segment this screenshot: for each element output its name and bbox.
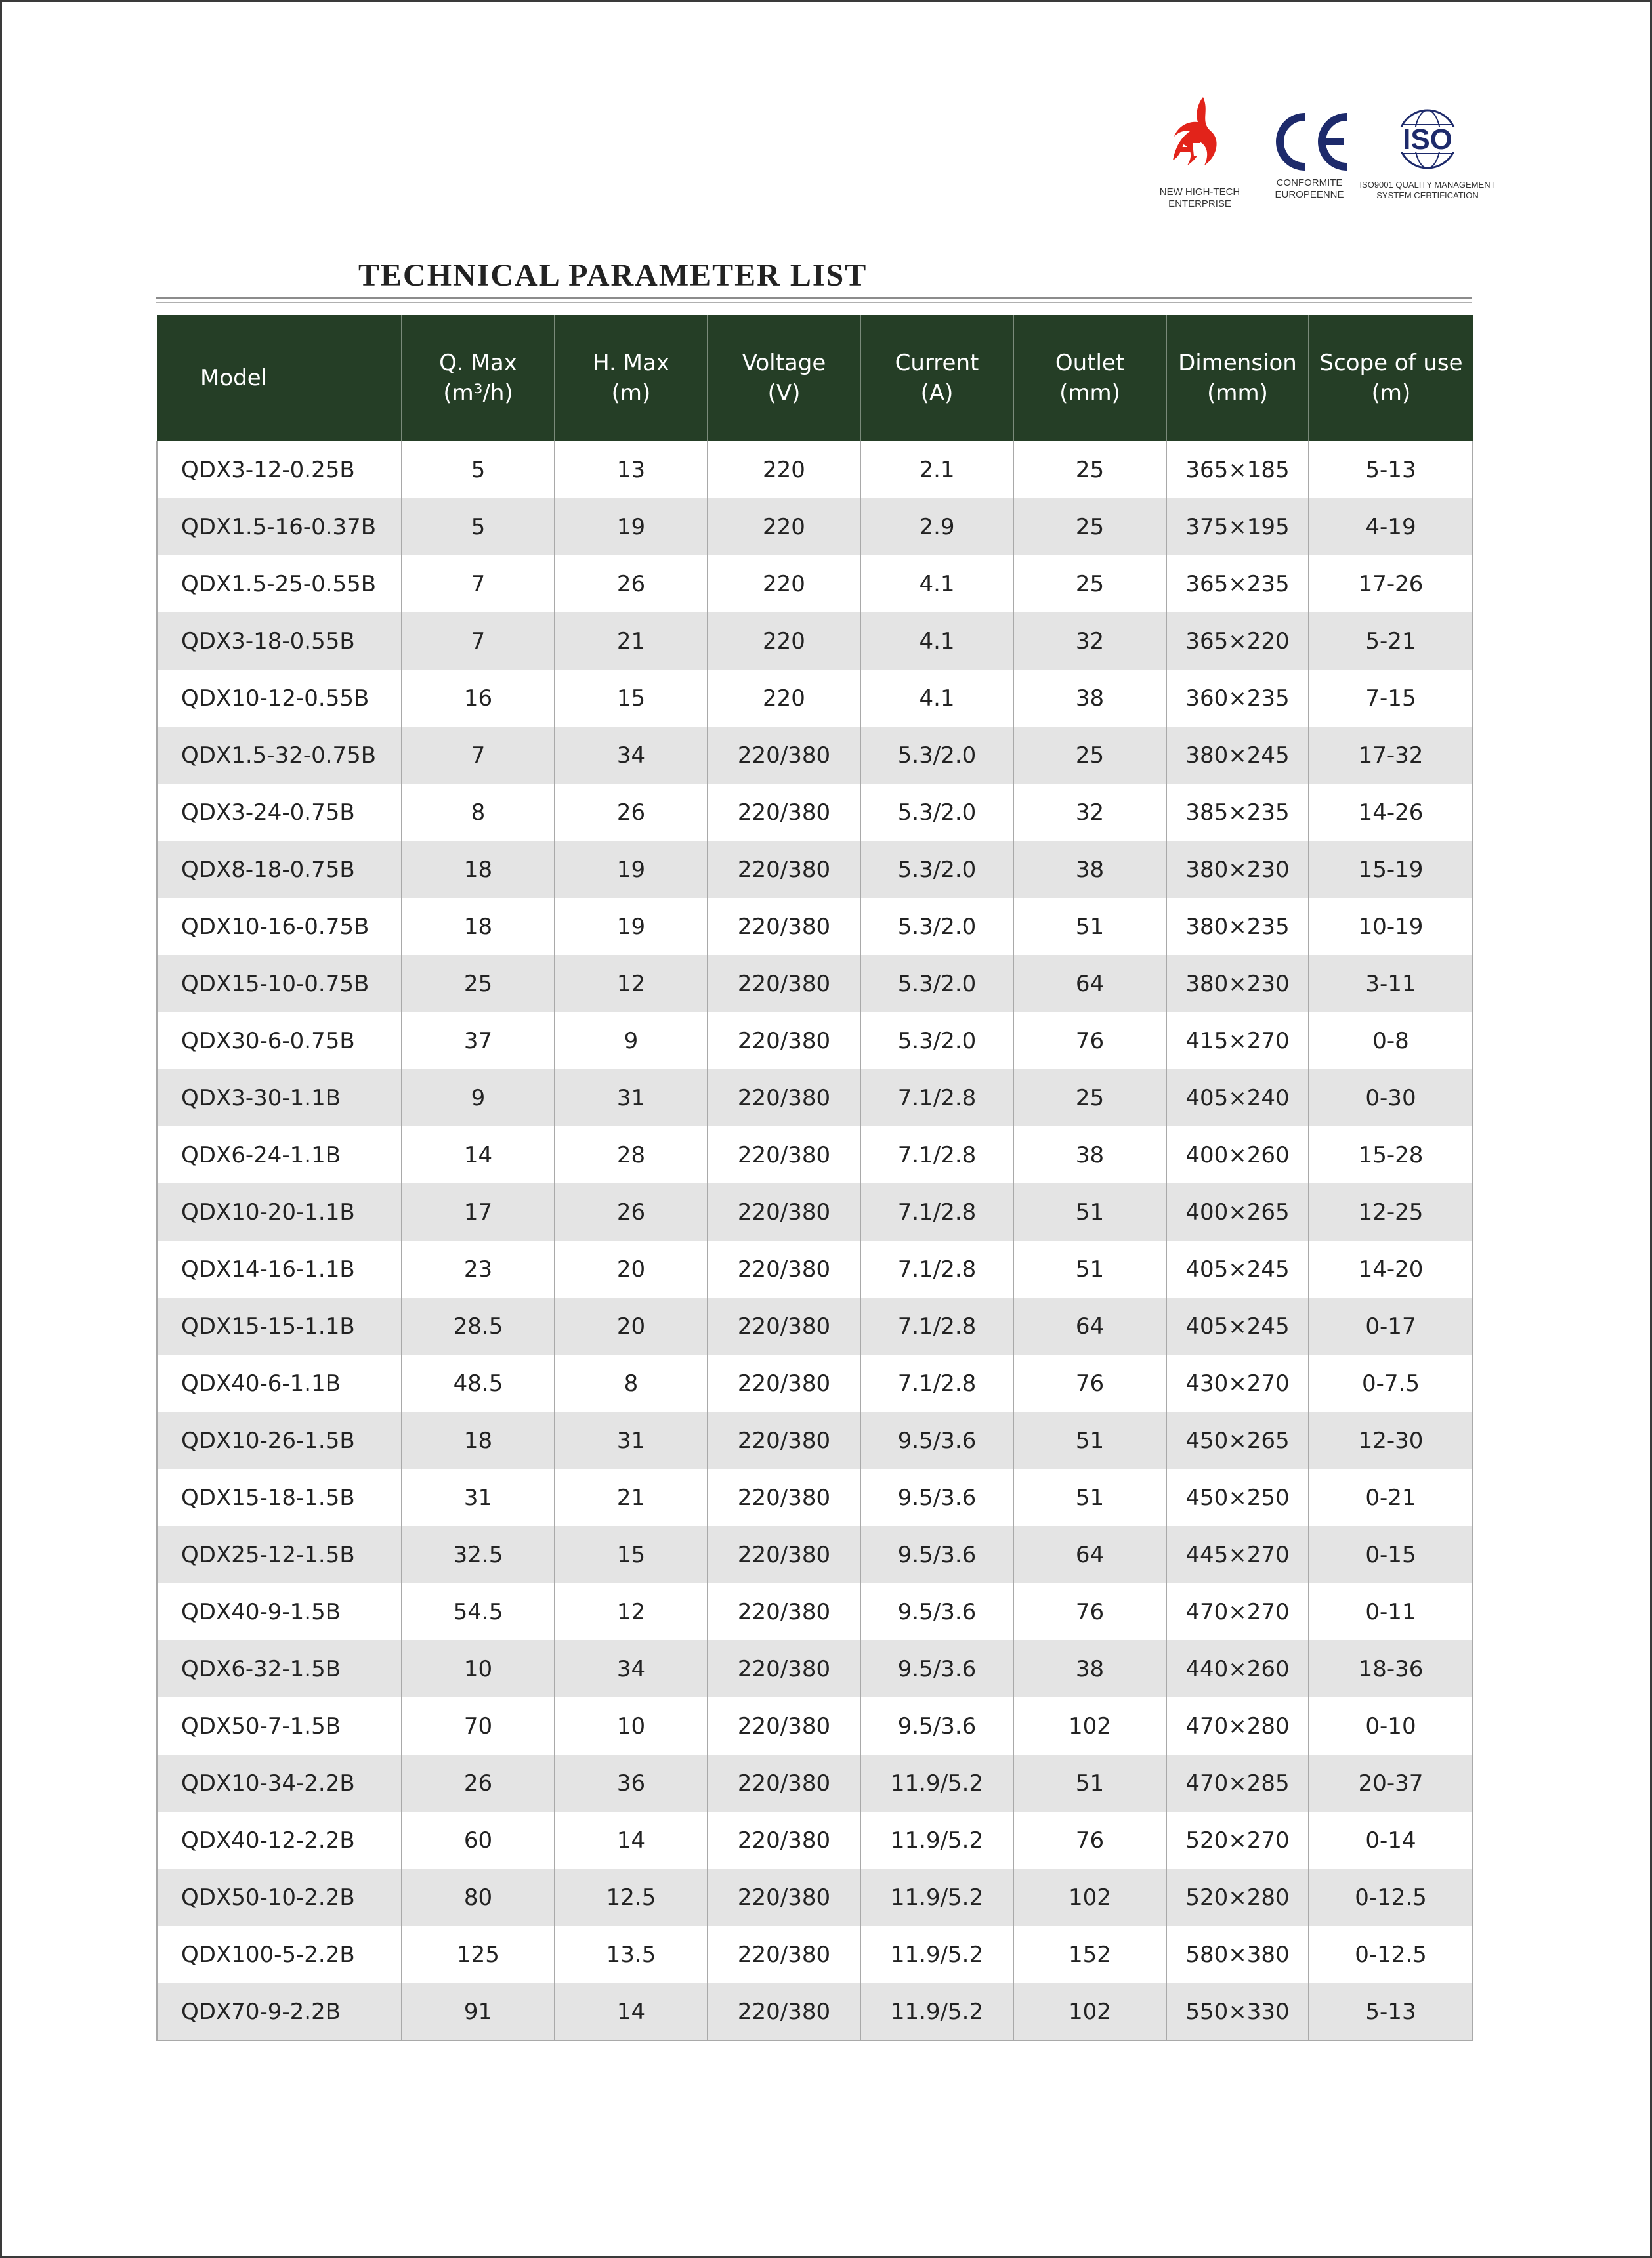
cell-dimension: 400×260	[1166, 1126, 1309, 1183]
cell-model: QDX14-16-1.1B	[157, 1241, 402, 1298]
page-title: TECHNICAL PARAMETER LIST	[358, 258, 868, 293]
technical-parameter-table	[156, 315, 1473, 2041]
cell-q-max: 18	[402, 1412, 555, 1469]
cell-scope-of-use: 15-19	[1309, 841, 1473, 898]
cell-dimension: 405×245	[1166, 1241, 1309, 1298]
cell-h-max: 9	[555, 1012, 708, 1069]
column-header-unit: (mm)	[1207, 380, 1268, 406]
cell-q-max: 5	[402, 441, 555, 498]
cell-scope-of-use: 10-19	[1309, 898, 1473, 955]
cell-current: 5.3/2.0	[860, 898, 1013, 955]
cell-h-max: 34	[555, 727, 708, 784]
cell-current: 7.1/2.8	[860, 1298, 1013, 1355]
cell-current: 5.3/2.0	[860, 955, 1013, 1012]
cell-scope-of-use: 0-30	[1309, 1069, 1473, 1126]
cell-current: 2.1	[860, 441, 1013, 498]
cell-q-max: 54.5	[402, 1583, 555, 1640]
cell-scope-of-use: 0-11	[1309, 1583, 1473, 1640]
cell-outlet: 64	[1013, 1298, 1166, 1355]
cell-h-max: 8	[555, 1355, 708, 1412]
cell-scope-of-use: 17-26	[1309, 555, 1473, 612]
cell-h-max: 19	[555, 498, 708, 555]
cell-outlet: 51	[1013, 1755, 1166, 1812]
cell-h-max: 34	[555, 1640, 708, 1697]
cell-scope-of-use: 0-15	[1309, 1526, 1473, 1583]
cell-scope-of-use: 12-30	[1309, 1412, 1473, 1469]
cell-scope-of-use: 0-12.5	[1309, 1869, 1473, 1926]
cell-dimension: 375×195	[1166, 498, 1309, 555]
cell-h-max: 12	[555, 1583, 708, 1640]
cell-h-max: 21	[555, 612, 708, 670]
high-tech-enterprise-logo	[1139, 92, 1260, 210]
cell-model: QDX3-30-1.1B	[157, 1069, 402, 1126]
cell-model: QDX40-12-2.2B	[157, 1812, 402, 1869]
cell-current: 9.5/3.6	[860, 1412, 1013, 1469]
column-header-voltage	[708, 315, 860, 441]
cell-outlet: 102	[1013, 1697, 1166, 1755]
cell-q-max: 26	[402, 1755, 555, 1812]
cell-dimension: 405×240	[1166, 1069, 1309, 1126]
column-header-unit: (A)	[920, 380, 954, 406]
cell-model: QDX10-12-0.55B	[157, 670, 402, 727]
cell-current: 9.5/3.6	[860, 1526, 1013, 1583]
cell-model: QDX10-16-0.75B	[157, 898, 402, 955]
cell-dimension: 385×235	[1166, 784, 1309, 841]
cell-q-max: 9	[402, 1069, 555, 1126]
column-header-label: Q. Max	[439, 350, 517, 376]
cell-scope-of-use: 0-21	[1309, 1469, 1473, 1526]
iso-caption-line-2: SYSTEM CERTIFICATION	[1376, 190, 1479, 200]
cell-q-max: 125	[402, 1926, 555, 1983]
cell-voltage: 220/380	[708, 1241, 860, 1298]
cell-outlet: 25	[1013, 441, 1166, 498]
cell-current: 9.5/3.6	[860, 1640, 1013, 1697]
cell-h-max: 20	[555, 1298, 708, 1355]
cell-current: 4.1	[860, 555, 1013, 612]
column-header-label: Outlet	[1055, 350, 1125, 376]
table-row	[157, 1183, 1473, 1241]
cell-scope-of-use: 18-36	[1309, 1640, 1473, 1697]
cell-h-max: 15	[555, 670, 708, 727]
cell-q-max: 10	[402, 1640, 555, 1697]
cell-outlet: 25	[1013, 1069, 1166, 1126]
table-row	[157, 670, 1473, 727]
title-rule-bottom	[156, 302, 1472, 303]
ce-caption-line-1: CONFORMITE	[1276, 177, 1343, 188]
cell-dimension: 450×250	[1166, 1469, 1309, 1526]
cell-current: 5.3/2.0	[860, 841, 1013, 898]
table-row	[157, 1412, 1473, 1469]
iso-certification-logo	[1359, 105, 1496, 201]
column-header-h-max	[555, 315, 708, 441]
cell-dimension: 440×260	[1166, 1640, 1309, 1697]
cell-dimension: 365×235	[1166, 555, 1309, 612]
cell-q-max: 32.5	[402, 1526, 555, 1583]
table-row	[157, 841, 1473, 898]
cell-q-max: 18	[402, 841, 555, 898]
cell-outlet: 152	[1013, 1926, 1166, 1983]
cell-model: QDX30-6-0.75B	[157, 1012, 402, 1069]
column-header-unit: (mm)	[1059, 380, 1120, 406]
cell-scope-of-use: 17-32	[1309, 727, 1473, 784]
cell-dimension: 450×265	[1166, 1412, 1309, 1469]
cell-outlet: 76	[1013, 1812, 1166, 1869]
cell-h-max: 13.5	[555, 1926, 708, 1983]
column-header-label: Current	[895, 350, 979, 376]
cell-voltage: 220/380	[708, 1183, 860, 1241]
cell-voltage: 220	[708, 441, 860, 498]
table-row	[157, 1755, 1473, 1812]
cell-current: 9.5/3.6	[860, 1583, 1013, 1640]
cell-outlet: 25	[1013, 555, 1166, 612]
cell-outlet: 38	[1013, 1640, 1166, 1697]
cell-voltage: 220	[708, 612, 860, 670]
cell-outlet: 38	[1013, 1126, 1166, 1183]
table-row	[157, 1697, 1473, 1755]
cell-h-max: 15	[555, 1526, 708, 1583]
cell-h-max: 10	[555, 1697, 708, 1755]
cell-outlet: 102	[1013, 1869, 1166, 1926]
cell-voltage: 220/380	[708, 1697, 860, 1755]
cell-voltage: 220/380	[708, 898, 860, 955]
cell-q-max: 31	[402, 1469, 555, 1526]
cell-dimension: 445×270	[1166, 1526, 1309, 1583]
cell-q-max: 48.5	[402, 1355, 555, 1412]
cell-current: 5.3/2.0	[860, 727, 1013, 784]
cell-q-max: 60	[402, 1812, 555, 1869]
cell-current: 5.3/2.0	[860, 784, 1013, 841]
title-rule-top	[156, 297, 1472, 299]
table-row	[157, 441, 1473, 498]
cell-outlet: 64	[1013, 1526, 1166, 1583]
cell-h-max: 19	[555, 841, 708, 898]
hitech-caption-line-1: NEW HIGH-TECH	[1159, 186, 1240, 198]
cell-voltage: 220/380	[708, 1926, 860, 1983]
cell-h-max: 13	[555, 441, 708, 498]
table-row	[157, 1983, 1473, 2041]
cell-voltage: 220/380	[708, 1469, 860, 1526]
cell-voltage: 220/380	[708, 1812, 860, 1869]
cell-current: 7.1/2.8	[860, 1241, 1013, 1298]
cell-dimension: 365×185	[1166, 441, 1309, 498]
table-row	[157, 612, 1473, 670]
column-header-unit: (m³/h)	[443, 380, 513, 406]
cell-current: 2.9	[860, 498, 1013, 555]
cell-dimension: 365×220	[1166, 612, 1309, 670]
cell-voltage: 220/380	[708, 1526, 860, 1583]
table-body	[157, 441, 1473, 2041]
cell-dimension: 520×270	[1166, 1812, 1309, 1869]
cell-q-max: 23	[402, 1241, 555, 1298]
cell-model: QDX10-26-1.5B	[157, 1412, 402, 1469]
table-row	[157, 1583, 1473, 1640]
cell-voltage: 220/380	[708, 727, 860, 784]
cell-h-max: 26	[555, 1183, 708, 1241]
cell-voltage: 220/380	[708, 1126, 860, 1183]
cell-h-max: 28	[555, 1126, 708, 1183]
cell-scope-of-use: 3-11	[1309, 955, 1473, 1012]
cell-model: QDX50-7-1.5B	[157, 1697, 402, 1755]
cell-outlet: 32	[1013, 784, 1166, 841]
column-header-label: Model	[200, 365, 268, 391]
iso-globe-icon	[1382, 105, 1473, 177]
cell-current: 4.1	[860, 612, 1013, 670]
table-row	[157, 498, 1473, 555]
cell-scope-of-use: 0-8	[1309, 1012, 1473, 1069]
cell-outlet: 76	[1013, 1012, 1166, 1069]
cell-current: 11.9/5.2	[860, 1869, 1013, 1926]
cell-outlet: 38	[1013, 670, 1166, 727]
table-row	[157, 1355, 1473, 1412]
cell-h-max: 20	[555, 1241, 708, 1298]
table-row	[157, 727, 1473, 784]
ce-mark-logo	[1257, 105, 1362, 201]
cell-current: 7.1/2.8	[860, 1183, 1013, 1241]
cell-dimension: 380×230	[1166, 955, 1309, 1012]
cell-current: 11.9/5.2	[860, 1755, 1013, 1812]
cell-q-max: 25	[402, 955, 555, 1012]
cell-scope-of-use: 0-7.5	[1309, 1355, 1473, 1412]
cell-voltage: 220/380	[708, 1412, 860, 1469]
cell-outlet: 102	[1013, 1983, 1166, 2041]
cell-voltage: 220	[708, 555, 860, 612]
cell-outlet: 51	[1013, 1469, 1166, 1526]
cell-q-max: 8	[402, 784, 555, 841]
ce-mark-icon	[1260, 105, 1359, 177]
cell-model: QDX8-18-0.75B	[157, 841, 402, 898]
column-header-scope-of-use	[1309, 315, 1473, 441]
cell-current: 4.1	[860, 670, 1013, 727]
cell-dimension: 380×245	[1166, 727, 1309, 784]
cell-model: QDX6-32-1.5B	[157, 1640, 402, 1697]
cell-dimension: 360×235	[1166, 670, 1309, 727]
cell-h-max: 21	[555, 1469, 708, 1526]
cell-q-max: 70	[402, 1697, 555, 1755]
cell-outlet: 32	[1013, 612, 1166, 670]
cell-dimension: 430×270	[1166, 1355, 1309, 1412]
cell-voltage: 220/380	[708, 1355, 860, 1412]
cell-model: QDX6-24-1.1B	[157, 1126, 402, 1183]
table-row	[157, 1926, 1473, 1983]
cell-model: QDX10-20-1.1B	[157, 1183, 402, 1241]
cell-scope-of-use: 0-12.5	[1309, 1926, 1473, 1983]
cell-voltage: 220/380	[708, 1583, 860, 1640]
cell-voltage: 220/380	[708, 1012, 860, 1069]
cell-q-max: 91	[402, 1983, 555, 2041]
table-header	[157, 315, 1473, 441]
cell-outlet: 76	[1013, 1355, 1166, 1412]
cell-outlet: 51	[1013, 1412, 1166, 1469]
hitech-caption-line-2: ENTERPRISE	[1168, 198, 1231, 209]
cell-voltage: 220/380	[708, 955, 860, 1012]
cell-model: QDX100-5-2.2B	[157, 1926, 402, 1983]
column-header-outlet	[1013, 315, 1166, 441]
column-header-q-max	[402, 315, 555, 441]
column-header-label: Dimension	[1178, 350, 1297, 376]
cell-q-max: 80	[402, 1869, 555, 1926]
column-header-dimension	[1166, 315, 1309, 441]
cell-q-max: 37	[402, 1012, 555, 1069]
cell-model: QDX3-12-0.25B	[157, 441, 402, 498]
cell-dimension: 415×270	[1166, 1012, 1309, 1069]
cell-model: QDX15-15-1.1B	[157, 1298, 402, 1355]
table-row	[157, 1012, 1473, 1069]
column-header-unit: (m)	[1371, 380, 1411, 406]
cell-model: QDX15-18-1.5B	[157, 1469, 402, 1526]
cell-dimension: 470×285	[1166, 1755, 1309, 1812]
cell-current: 11.9/5.2	[860, 1812, 1013, 1869]
cell-q-max: 7	[402, 555, 555, 612]
cell-dimension: 400×265	[1166, 1183, 1309, 1241]
table-row	[157, 955, 1473, 1012]
cell-outlet: 51	[1013, 1183, 1166, 1241]
cell-q-max: 16	[402, 670, 555, 727]
cell-dimension: 405×245	[1166, 1298, 1309, 1355]
cell-outlet: 38	[1013, 841, 1166, 898]
cell-model: QDX40-6-1.1B	[157, 1355, 402, 1412]
column-header-label: H. Max	[593, 350, 669, 376]
cell-model: QDX50-10-2.2B	[157, 1869, 402, 1926]
cell-dimension: 550×330	[1166, 1983, 1309, 2041]
cell-current: 7.1/2.8	[860, 1069, 1013, 1126]
cell-scope-of-use: 5-13	[1309, 441, 1473, 498]
cell-scope-of-use: 20-37	[1309, 1755, 1473, 1812]
cell-voltage: 220/380	[708, 1298, 860, 1355]
ce-caption-line-2: EUROPEENNE	[1275, 189, 1344, 200]
cell-q-max: 18	[402, 898, 555, 955]
table-row	[157, 1241, 1473, 1298]
column-header-current	[860, 315, 1013, 441]
cell-model: QDX1.5-16-0.37B	[157, 498, 402, 555]
table-row	[157, 898, 1473, 955]
cell-outlet: 64	[1013, 955, 1166, 1012]
cell-dimension: 380×230	[1166, 841, 1309, 898]
cell-scope-of-use: 4-19	[1309, 498, 1473, 555]
cell-voltage: 220	[708, 498, 860, 555]
cell-q-max: 7	[402, 727, 555, 784]
cell-scope-of-use: 14-20	[1309, 1241, 1473, 1298]
cell-voltage: 220/380	[708, 1869, 860, 1926]
cell-scope-of-use: 14-26	[1309, 784, 1473, 841]
table-row	[157, 784, 1473, 841]
column-header-label: Scope of use	[1319, 350, 1463, 376]
flame-torch-icon	[1164, 92, 1236, 184]
cell-scope-of-use: 5-13	[1309, 1983, 1473, 2041]
cell-current: 9.5/3.6	[860, 1697, 1013, 1755]
cell-h-max: 36	[555, 1755, 708, 1812]
cell-q-max: 5	[402, 498, 555, 555]
cell-q-max: 7	[402, 612, 555, 670]
cell-dimension: 470×280	[1166, 1697, 1309, 1755]
cell-outlet: 51	[1013, 898, 1166, 955]
cell-outlet: 25	[1013, 498, 1166, 555]
cell-h-max: 26	[555, 784, 708, 841]
cell-q-max: 17	[402, 1183, 555, 1241]
table-row	[157, 1640, 1473, 1697]
table-row	[157, 1069, 1473, 1126]
header-row	[157, 315, 1473, 441]
cell-scope-of-use: 0-17	[1309, 1298, 1473, 1355]
cell-model: QDX25-12-1.5B	[157, 1526, 402, 1583]
cell-voltage: 220/380	[708, 1640, 860, 1697]
cell-scope-of-use: 12-25	[1309, 1183, 1473, 1241]
column-header-unit: (V)	[767, 380, 801, 406]
cell-model: QDX70-9-2.2B	[157, 1983, 402, 2041]
cell-h-max: 26	[555, 555, 708, 612]
table-row	[157, 1812, 1473, 1869]
table-row	[157, 1469, 1473, 1526]
cell-scope-of-use: 7-15	[1309, 670, 1473, 727]
cell-h-max: 31	[555, 1069, 708, 1126]
cell-h-max: 14	[555, 1812, 708, 1869]
cell-h-max: 31	[555, 1412, 708, 1469]
cell-h-max: 14	[555, 1983, 708, 2041]
iso-mark-text: ISO	[1403, 123, 1452, 156]
table-row	[157, 1298, 1473, 1355]
cell-model: QDX10-34-2.2B	[157, 1755, 402, 1812]
cell-current: 11.9/5.2	[860, 1983, 1013, 2041]
table-row	[157, 1526, 1473, 1583]
cell-current: 9.5/3.6	[860, 1469, 1013, 1526]
cell-voltage: 220	[708, 670, 860, 727]
table-row	[157, 1126, 1473, 1183]
cell-q-max: 28.5	[402, 1298, 555, 1355]
column-header-unit: (m)	[611, 380, 651, 406]
cell-model: QDX15-10-0.75B	[157, 955, 402, 1012]
cell-scope-of-use: 0-10	[1309, 1697, 1473, 1755]
table-row	[157, 555, 1473, 612]
column-header-model	[157, 315, 402, 441]
cell-model: QDX40-9-1.5B	[157, 1583, 402, 1640]
cell-current: 7.1/2.8	[860, 1126, 1013, 1183]
cell-voltage: 220/380	[708, 1069, 860, 1126]
table-row	[157, 1869, 1473, 1926]
cell-scope-of-use: 0-14	[1309, 1812, 1473, 1869]
cell-voltage: 220/380	[708, 1755, 860, 1812]
cell-q-max: 14	[402, 1126, 555, 1183]
column-header-label: Voltage	[742, 350, 826, 376]
cell-h-max: 19	[555, 898, 708, 955]
cell-h-max: 12.5	[555, 1869, 708, 1926]
cell-model: QDX3-18-0.55B	[157, 612, 402, 670]
cell-model: QDX1.5-25-0.55B	[157, 555, 402, 612]
cell-model: QDX1.5-32-0.75B	[157, 727, 402, 784]
cell-dimension: 520×280	[1166, 1869, 1309, 1926]
cell-voltage: 220/380	[708, 841, 860, 898]
cell-current: 5.3/2.0	[860, 1012, 1013, 1069]
cell-current: 7.1/2.8	[860, 1355, 1013, 1412]
cell-voltage: 220/380	[708, 1983, 860, 2041]
cell-dimension: 380×235	[1166, 898, 1309, 955]
cell-current: 11.9/5.2	[860, 1926, 1013, 1983]
cell-voltage: 220/380	[708, 784, 860, 841]
cell-model: QDX3-24-0.75B	[157, 784, 402, 841]
cell-scope-of-use: 5-21	[1309, 612, 1473, 670]
cell-dimension: 580×380	[1166, 1926, 1309, 1983]
cell-dimension: 470×270	[1166, 1583, 1309, 1640]
cell-h-max: 12	[555, 955, 708, 1012]
cell-outlet: 51	[1013, 1241, 1166, 1298]
cell-outlet: 25	[1013, 727, 1166, 784]
cell-outlet: 76	[1013, 1583, 1166, 1640]
cell-scope-of-use: 15-28	[1309, 1126, 1473, 1183]
iso-caption-line-1: ISO9001 QUALITY MANAGEMENT	[1359, 180, 1496, 190]
